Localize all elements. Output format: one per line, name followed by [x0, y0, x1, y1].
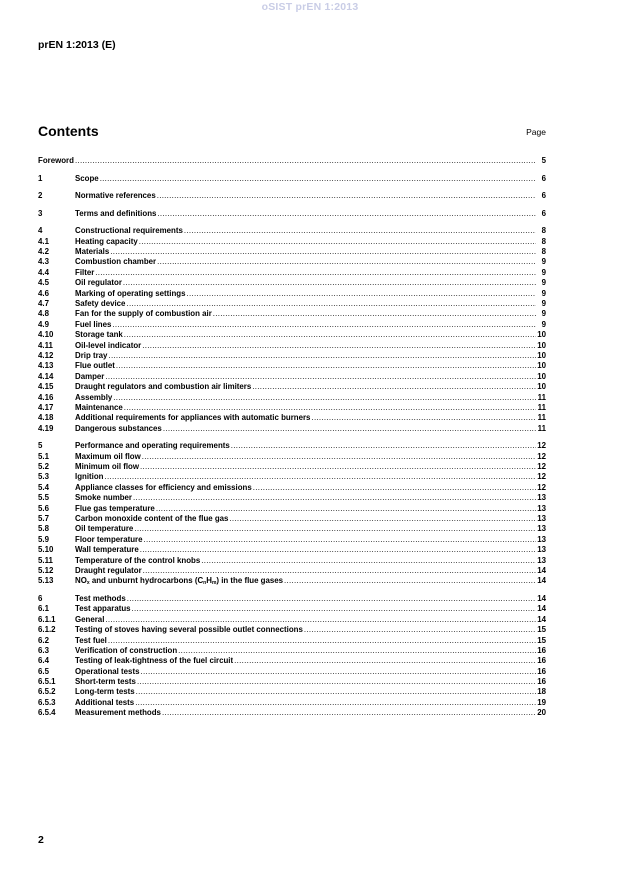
page-column-label: Page: [526, 127, 546, 137]
toc-entry[interactable]: [38, 452, 546, 462]
toc-entry-number: 5.8: [38, 524, 49, 534]
toc-entry-title: Damper: [75, 371, 105, 381]
toc-leader-dots: [137, 677, 536, 687]
toc-leader-dots: [123, 278, 536, 288]
toc-entry-title: Minimum oil flow: [75, 462, 139, 472]
toc-leader-dots: [110, 247, 536, 257]
toc-entry-title: Test fuel: [75, 635, 107, 645]
toc-entry-title: Short-term tests: [75, 677, 136, 687]
toc-entry-title: Ignition: [75, 472, 104, 482]
toc-entry[interactable]: [38, 646, 546, 656]
toc-leader-dots: [135, 698, 536, 708]
toc-entry[interactable]: [38, 289, 546, 299]
toc-leader-dots: [157, 257, 536, 267]
toc-entry-page: 13: [537, 493, 546, 503]
toc-leader-dots: [108, 636, 536, 646]
toc-entry-page: 9: [541, 278, 546, 288]
toc-leader-dots: [143, 566, 536, 576]
toc-leader-dots: [157, 209, 536, 219]
toc-entry-number: 4.2: [38, 247, 49, 257]
toc-entry-title: Operational tests: [75, 666, 140, 676]
toc-entry[interactable]: [38, 462, 546, 472]
toc-entry-page: 14: [537, 593, 546, 603]
toc-entry-page: 9: [541, 267, 546, 277]
toc-leader-dots: [140, 545, 536, 555]
toc-entry[interactable]: [38, 191, 546, 201]
toc-entry-number: 6.4: [38, 656, 49, 666]
toc-entry[interactable]: [38, 424, 546, 434]
toc-entry-page: 14: [537, 566, 546, 575]
toc-entry-title: Normative references: [75, 191, 156, 201]
toc-entry-page: 11: [537, 392, 546, 402]
toc-entry-number: 4.10: [38, 330, 54, 340]
toc-entry[interactable]: [38, 299, 546, 309]
toc-leader-dots: [186, 289, 536, 299]
toc-leader-dots: [139, 237, 536, 247]
toc-entry-title: Drip tray: [75, 351, 108, 360]
toc-entry-number: 4.1: [38, 236, 49, 246]
toc-entry-number: 6.1: [38, 604, 49, 614]
toc-entry-number: 4.4: [38, 267, 49, 277]
toc-entry[interactable]: [38, 441, 546, 451]
toc-leader-dots: [136, 687, 536, 697]
toc-entry[interactable]: [38, 330, 546, 340]
toc-entry-number: 6: [38, 593, 43, 603]
toc-entry-number: 4.11: [38, 340, 53, 350]
toc-entry-title: Carbon monoxide content of the flue gas: [75, 514, 229, 524]
toc-leader-dots: [104, 472, 536, 482]
toc-entry-page: 14: [537, 614, 546, 624]
toc-entry[interactable]: [38, 413, 546, 423]
toc-leader-dots: [213, 309, 536, 319]
toc-entry-number: 6.5.3: [38, 697, 56, 707]
document-id: prEN 1:2013 (E): [38, 39, 116, 51]
toc-entry-page: 8: [541, 236, 546, 246]
toc-entry-page: 10: [537, 361, 546, 371]
toc-entry-title: Safety device: [75, 299, 126, 309]
toc-entry[interactable]: [38, 247, 546, 257]
toc-leader-dots: [133, 493, 536, 503]
toc-entry[interactable]: [38, 209, 546, 219]
toc-leader-dots: [184, 226, 536, 236]
toc-entry-page: 15: [537, 635, 546, 645]
toc-entry-number: 4.6: [38, 288, 49, 298]
toc-entry-page: 13: [537, 555, 546, 565]
toc-entry-page: 14: [537, 604, 546, 614]
toc-leader-dots: [127, 594, 536, 604]
toc-entry-number: 4.12: [38, 351, 54, 360]
toc-entry-number: 4.9: [38, 319, 49, 329]
toc-entry[interactable]: [38, 687, 546, 697]
toc-entry-number: 2: [38, 191, 43, 201]
toc-entry-title: Maximum oil flow: [75, 451, 141, 461]
toc-entry-title: General: [75, 614, 105, 624]
toc-entry-title: Fan for the supply of combustion air: [75, 309, 212, 319]
toc-entry-title: Filter: [75, 267, 95, 277]
toc-entry-page: 16: [537, 677, 546, 687]
toc-entry-title: Constructional requirements: [75, 226, 183, 236]
toc-entry-title: $NO_x$ and unburnt hydrocarbons $(C_nH_m)$ in the flue gases: [75, 576, 284, 587]
toc-entry-title: Maintenance: [75, 402, 123, 412]
toc-entry[interactable]: [38, 156, 546, 166]
toc-entry-number: 3: [38, 208, 43, 218]
toc-entry-number: 4.18: [38, 413, 54, 423]
toc-entry-page: 12: [537, 451, 546, 461]
toc-leader-dots: [132, 604, 536, 614]
toc-entry-page: 6: [541, 208, 546, 218]
toc-entry[interactable]: [38, 341, 546, 351]
toc-entry-page: 5: [541, 156, 546, 165]
toc-leader-dots: [112, 320, 536, 330]
toc-leader-dots: [252, 382, 536, 392]
toc-entry-title: Fuel lines: [75, 319, 112, 329]
toc-leader-dots: [140, 462, 536, 472]
toc-entry-page: 9: [541, 257, 546, 267]
toc-entry-number: 4.5: [38, 278, 49, 288]
toc-entry-page: 13: [537, 503, 546, 513]
toc-entry-title: Testing of leak-tightness of the fuel circuit: [75, 656, 234, 666]
toc-leader-dots: [284, 576, 536, 586]
toc-leader-dots: [116, 361, 536, 371]
toc-entry-page: 16: [537, 666, 546, 676]
toc-entry-number: 6.5.4: [38, 708, 56, 718]
toc-entry[interactable]: [38, 309, 546, 319]
toc-entry-number: 6.5.1: [38, 677, 56, 687]
toc-entry-number: 6.3: [38, 645, 49, 655]
toc-entry-number: 5.10: [38, 545, 54, 555]
toc-entry[interactable]: [38, 535, 546, 545]
toc-entry-number: 6.5.2: [38, 687, 56, 697]
toc-entry-page: 13: [537, 514, 546, 524]
toc-entry-title: Assembly: [75, 392, 113, 402]
toc-entry-page: 10: [537, 340, 546, 350]
toc-entry-title: Long-term tests: [75, 687, 135, 697]
toc-entry-page: 10: [537, 382, 546, 392]
toc-entry-page: 10: [537, 330, 546, 340]
toc-entry-number: 5.12: [38, 566, 54, 575]
toc-entry[interactable]: [38, 237, 546, 247]
toc-entry-page: 16: [537, 656, 546, 666]
toc-leader-dots: [311, 413, 536, 423]
toc-entry-number: 5.1: [38, 451, 49, 461]
toc-entry[interactable]: [38, 625, 546, 635]
page-number: 2: [38, 834, 44, 846]
toc-entry-page: 12: [537, 462, 546, 472]
table-of-contents: [38, 156, 546, 719]
toc-entry-page: 12: [537, 441, 546, 451]
toc-entry[interactable]: [38, 226, 546, 236]
toc-entry[interactable]: [38, 403, 546, 413]
toc-entry-number: 4.13: [38, 361, 54, 371]
toc-entry-page: 11: [537, 413, 546, 423]
toc-leader-dots: [124, 330, 536, 340]
toc-entry[interactable]: [38, 698, 546, 708]
toc-entry-title: Oil regulator: [75, 278, 122, 288]
toc-leader-dots: [163, 424, 536, 434]
toc-entry-page: 10: [537, 371, 546, 381]
toc-leader-dots: [229, 514, 536, 524]
toc-entry-page: 9: [541, 319, 546, 329]
toc-entry-title: Foreword: [38, 156, 74, 165]
toc-entry[interactable]: [38, 393, 546, 403]
toc-entry[interactable]: [38, 382, 546, 392]
toc-leader-dots: [201, 556, 536, 566]
toc-entry[interactable]: [38, 493, 546, 503]
toc-leader-dots: [126, 299, 536, 309]
toc-entry[interactable]: [38, 174, 546, 184]
toc-entry-number: 6.2: [38, 635, 49, 645]
toc-entry[interactable]: [38, 320, 546, 330]
toc-entry[interactable]: [38, 361, 546, 371]
toc-entry-title: Floor temperature: [75, 534, 143, 544]
toc-entry-number: 5: [38, 441, 43, 451]
toc-entry-title: Dangerous substances: [75, 423, 162, 433]
toc-entry[interactable]: [38, 594, 546, 604]
toc-entry-number: 6.5: [38, 666, 49, 676]
toc-entry[interactable]: [38, 268, 546, 278]
toc-entry-title: Oil-level indicator: [75, 340, 142, 350]
toc-entry-title: Performance and operating requirements: [75, 441, 230, 451]
toc-entry-page: 11: [537, 402, 546, 412]
toc-entry[interactable]: [38, 677, 546, 687]
toc-leader-dots: [95, 268, 536, 278]
toc-leader-dots: [162, 708, 536, 718]
toc-leader-dots: [134, 524, 536, 534]
toc-entry-title: Wall temperature: [75, 545, 139, 555]
toc-entry[interactable]: [38, 472, 546, 482]
toc-entry-number: 5.11: [38, 555, 53, 565]
toc-leader-dots: [234, 656, 536, 666]
toc-entry-title: Scope: [75, 173, 99, 183]
toc-entry-title: Heating capacity: [75, 236, 138, 246]
toc-entry-number: 5.6: [38, 503, 49, 513]
toc-leader-dots: [105, 372, 536, 382]
toc-entry-page: 6: [541, 191, 546, 201]
toc-entry-page: 13: [537, 524, 546, 534]
toc-entry-page: 8: [541, 226, 546, 236]
toc-leader-dots: [231, 441, 536, 451]
toc-leader-dots: [100, 174, 536, 184]
toc-entry-title: Terms and definitions: [75, 208, 157, 218]
toc-entry-number: 4.8: [38, 309, 49, 319]
toc-entry-title: Flue gas temperature: [75, 503, 155, 513]
toc-entry[interactable]: [38, 667, 546, 677]
toc-entry-title: Verification of construction: [75, 645, 178, 655]
toc-leader-dots: [156, 504, 536, 514]
toc-leader-dots: [140, 667, 536, 677]
toc-entry-page: 9: [541, 299, 546, 309]
toc-entry-title: Additional tests: [75, 697, 135, 707]
toc-entry-page: 16: [537, 645, 546, 655]
toc-entry-title: Storage tank: [75, 330, 123, 340]
toc-entry[interactable]: [38, 257, 546, 267]
toc-leader-dots: [253, 483, 536, 493]
toc-entry[interactable]: [38, 524, 546, 534]
toc-entry-page: 9: [541, 288, 546, 298]
toc-entry[interactable]: [38, 351, 546, 361]
toc-entry-number: 5.7: [38, 514, 49, 524]
toc-leader-dots: [144, 535, 536, 545]
toc-entry[interactable]: [38, 576, 546, 586]
toc-entry-page: 6: [541, 173, 546, 183]
toc-entry-number: 6.1.2: [38, 625, 56, 635]
toc-entry-number: 5.13: [38, 576, 54, 586]
toc-entry-number: 4.7: [38, 299, 49, 309]
toc-leader-dots: [142, 452, 536, 462]
toc-entry-page: 9: [541, 309, 546, 319]
toc-entry-title: Oil temperature: [75, 524, 134, 534]
toc-entry-number: 5.2: [38, 462, 49, 472]
toc-leader-dots: [108, 351, 536, 361]
toc-leader-dots: [157, 191, 536, 201]
toc-entry-number: 4.17: [38, 402, 54, 412]
toc-leader-dots: [304, 625, 536, 635]
toc-entry[interactable]: [38, 556, 546, 566]
toc-entry-page: 13: [537, 534, 546, 544]
toc-entry[interactable]: [38, 604, 546, 614]
toc-entry-title: Flue outlet: [75, 361, 115, 371]
toc-entry[interactable]: [38, 372, 546, 382]
toc-entry-page: 18: [537, 687, 546, 697]
toc-entry-page: 8: [541, 247, 546, 257]
toc-entry-page: 12: [537, 472, 546, 482]
toc-entry-title: Additional requirements for appliances with automatic burners: [75, 413, 311, 423]
toc-leader-dots: [178, 646, 536, 656]
toc-entry[interactable]: [38, 514, 546, 524]
toc-entry-number: 1: [38, 173, 43, 183]
toc-entry-number: 6.1.1: [38, 614, 56, 624]
toc-entry-title: Smoke number: [75, 493, 133, 503]
toc-entry[interactable]: [38, 545, 546, 555]
toc-entry-page: 15: [537, 625, 546, 635]
toc-entry[interactable]: [38, 708, 546, 718]
toc-entry-number: 4.14: [38, 371, 54, 381]
toc-entry[interactable]: [38, 656, 546, 666]
contents-heading: Contents: [38, 123, 99, 139]
toc-entry-number: 4.16: [38, 392, 54, 402]
toc-entry-number: 5.3: [38, 472, 49, 482]
watermark: oSIST prEN 1:2013: [261, 1, 359, 13]
toc-entry[interactable]: [38, 636, 546, 646]
toc-leader-dots: [105, 615, 536, 625]
toc-entry-title: Test apparatus: [75, 604, 131, 614]
toc-entry-page: 19: [537, 697, 546, 707]
toc-entry-page: 12: [537, 482, 546, 492]
toc-entry-title: Marking of operating settings: [75, 288, 186, 298]
toc-entry-title: Draught regulator: [75, 566, 142, 575]
toc-entry[interactable]: [38, 615, 546, 625]
toc-entry-number: 5.4: [38, 482, 49, 492]
toc-entry-title: Temperature of the control knobs: [75, 555, 201, 565]
toc-entry-page: 11: [537, 423, 546, 433]
toc-leader-dots: [124, 403, 536, 413]
toc-entry-number: 4.15: [38, 382, 54, 392]
toc-entry-title: Testing of stoves having several possible outlet connections: [75, 625, 303, 635]
toc-entry-number: 4: [38, 226, 43, 236]
toc-entry-page: 10: [537, 351, 546, 360]
toc-entry-number: 4.3: [38, 257, 49, 267]
toc-entry-page: 14: [537, 576, 546, 586]
toc-entry-number: 5.5: [38, 493, 49, 503]
toc-entry[interactable]: [38, 504, 546, 514]
toc-entry-title: Combustion chamber: [75, 257, 157, 267]
toc-entry-title: Materials: [75, 247, 110, 257]
toc-entry-title: Test methods: [75, 593, 126, 603]
toc-leader-dots: [75, 156, 536, 166]
toc-entry-page: 13: [537, 545, 546, 555]
toc-entry[interactable]: [38, 566, 546, 576]
toc-entry-title: Draught regulators and combustion air limiters: [75, 382, 252, 392]
toc-entry[interactable]: [38, 278, 546, 288]
toc-entry-title: Measurement methods: [75, 708, 161, 718]
toc-leader-dots: [113, 393, 536, 403]
toc-entry[interactable]: [38, 483, 546, 493]
toc-entry-title: Appliance classes for efficiency and emissions: [75, 482, 252, 492]
toc-entry-number: 4.19: [38, 423, 54, 433]
toc-entry-page: 20: [537, 708, 546, 718]
toc-leader-dots: [142, 341, 536, 351]
toc-entry-number: 5.9: [38, 534, 49, 544]
